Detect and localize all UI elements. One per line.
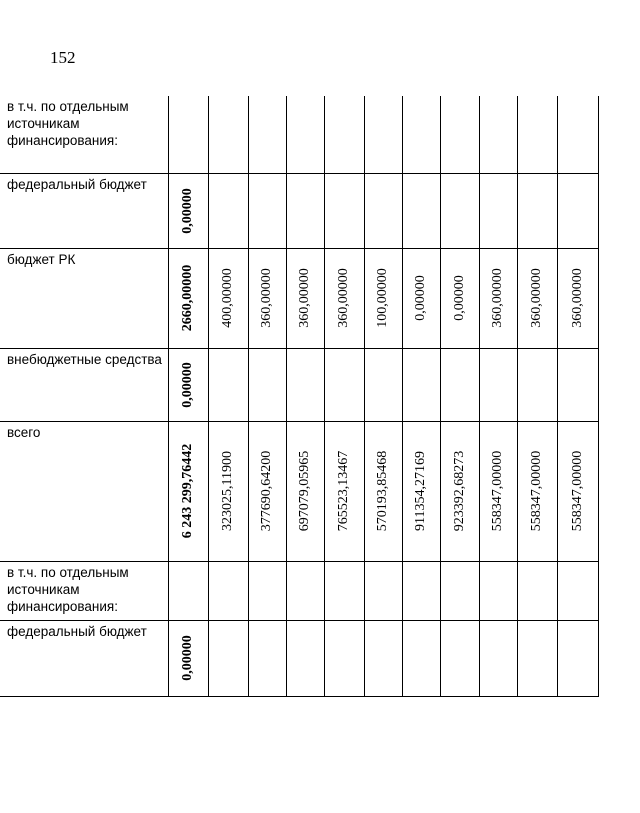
value-cell — [286, 173, 324, 248]
value-cell-value: 558347,00000 — [490, 450, 505, 532]
value-cell — [440, 248, 479, 348]
value-cell — [286, 421, 324, 561]
value-cell — [364, 561, 402, 620]
value-cell-value: 570193,85468 — [375, 450, 390, 532]
value-cell — [402, 348, 440, 421]
value-cell — [517, 173, 557, 248]
table-row — [0, 96, 598, 173]
row-label: бюджет РК — [0, 248, 168, 348]
row-label: всего — [0, 421, 168, 561]
value-cell-value: 360,00000 — [297, 268, 312, 328]
value-cell-value: 360,00000 — [336, 268, 351, 328]
value-cell-value: 911354,27169 — [413, 451, 428, 531]
value-cell — [364, 620, 402, 696]
value-cell — [440, 348, 479, 421]
value-cell — [208, 348, 248, 421]
value-cell — [364, 173, 402, 248]
total-cell — [168, 421, 208, 561]
total-cell — [168, 348, 208, 421]
value-cell-value: 558347,00000 — [529, 450, 544, 532]
table-row — [0, 620, 598, 696]
value-cell — [402, 96, 440, 173]
value-cell — [517, 96, 557, 173]
value-cell-value: 558347,00000 — [569, 450, 585, 532]
value-cell — [248, 620, 286, 696]
value-cell — [479, 248, 517, 348]
value-cell — [286, 248, 324, 348]
value-cell-value: 360,00000 — [259, 268, 274, 328]
total-cell — [168, 173, 208, 248]
budget-table — [0, 96, 599, 697]
row-label: внебюджетные средства — [0, 348, 168, 421]
value-cell — [557, 561, 598, 620]
total-cell — [168, 561, 208, 620]
value-cell — [248, 96, 286, 173]
value-cell — [324, 173, 364, 248]
value-cell — [402, 248, 440, 348]
value-cell — [248, 248, 286, 348]
total-cell — [168, 620, 208, 696]
table-row — [0, 421, 598, 561]
value-cell — [440, 173, 479, 248]
value-cell — [440, 96, 479, 173]
total-cell — [168, 96, 208, 173]
value-cell — [286, 348, 324, 421]
value-cell — [402, 421, 440, 561]
value-cell-value: 923392,68273 — [451, 450, 467, 532]
total-cell-value: 6 243 299,76442 — [180, 443, 195, 539]
value-cell — [557, 348, 598, 421]
value-cell — [517, 421, 557, 561]
value-cell — [440, 421, 479, 561]
value-cell-value: 100,00000 — [375, 268, 390, 328]
value-cell — [364, 248, 402, 348]
value-cell-value: 765523,13467 — [336, 450, 351, 532]
row-label: федеральный бюджет — [0, 620, 168, 696]
value-cell — [248, 561, 286, 620]
value-cell — [479, 96, 517, 173]
value-cell — [208, 561, 248, 620]
total-cell-value: 2660,00000 — [180, 264, 195, 332]
value-cell-value: 697079,05965 — [297, 450, 312, 532]
value-cell-value: 0,00000 — [413, 275, 428, 321]
value-cell — [557, 620, 598, 696]
value-cell — [324, 96, 364, 173]
value-cell-value: 0,00000 — [451, 275, 467, 321]
value-cell — [248, 348, 286, 421]
value-cell — [324, 620, 364, 696]
value-cell — [324, 248, 364, 348]
value-cell — [324, 561, 364, 620]
total-cell — [168, 248, 208, 348]
table-row — [0, 173, 598, 248]
value-cell — [479, 348, 517, 421]
row-label: федеральный бюджет — [0, 173, 168, 248]
value-cell — [557, 248, 598, 348]
value-cell — [479, 561, 517, 620]
table-row — [0, 348, 598, 421]
table-row — [0, 561, 598, 620]
value-cell-value: 400,00000 — [220, 268, 235, 328]
page-number: 152 — [50, 48, 76, 67]
value-cell — [208, 96, 248, 173]
value-cell — [364, 96, 402, 173]
total-cell-value: 0,00000 — [180, 361, 195, 408]
value-cell — [208, 248, 248, 348]
value-cell-value: 360,00000 — [529, 268, 544, 328]
value-cell — [402, 561, 440, 620]
value-cell — [479, 421, 517, 561]
value-cell — [479, 173, 517, 248]
value-cell — [208, 421, 248, 561]
value-cell — [557, 173, 598, 248]
value-cell — [440, 561, 479, 620]
value-cell — [517, 248, 557, 348]
value-cell — [208, 173, 248, 248]
value-cell — [479, 620, 517, 696]
value-cell — [517, 561, 557, 620]
value-cell — [364, 421, 402, 561]
value-cell — [557, 96, 598, 173]
value-cell — [286, 561, 324, 620]
total-cell-value: 0,00000 — [180, 635, 195, 681]
value-cell — [248, 421, 286, 561]
value-cell — [208, 620, 248, 696]
value-cell — [557, 421, 598, 561]
value-cell-value: 323025,11900 — [220, 451, 235, 531]
table-row — [0, 248, 598, 348]
value-cell — [364, 348, 402, 421]
value-cell — [248, 173, 286, 248]
value-cell-value: 377690,64200 — [259, 450, 274, 532]
row-label: в т.ч. по отдельным источникам финансирования: — [0, 561, 168, 620]
value-cell — [324, 348, 364, 421]
value-cell — [517, 348, 557, 421]
value-cell-value: 360,00000 — [490, 268, 505, 328]
value-cell — [440, 620, 479, 696]
total-cell-value: 0,00000 — [180, 187, 195, 234]
value-cell — [286, 96, 324, 173]
value-cell — [517, 620, 557, 696]
value-cell — [402, 173, 440, 248]
row-label: в т.ч. по отдельным источникам финансирования: — [0, 96, 168, 173]
value-cell — [286, 620, 324, 696]
value-cell — [324, 421, 364, 561]
value-cell-value: 360,00000 — [569, 268, 585, 328]
value-cell — [402, 620, 440, 696]
